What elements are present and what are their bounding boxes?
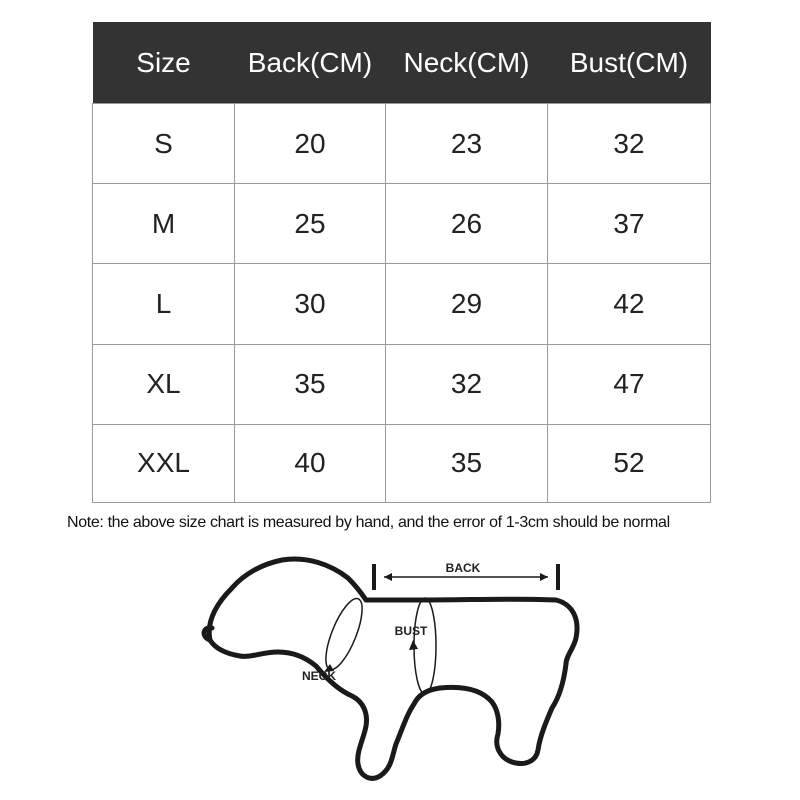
cell-back: 40: [235, 424, 386, 502]
back-arrow-right-icon: [540, 573, 548, 581]
cell-neck: 35: [386, 424, 548, 502]
cell-back: 35: [235, 344, 386, 424]
neck-loop: [319, 594, 370, 673]
bust-label: BUST: [394, 624, 428, 638]
table-row: [93, 104, 711, 184]
cell-size: XL: [93, 344, 235, 424]
bust-loop: [414, 598, 436, 694]
neck-label: NECK: [301, 669, 337, 683]
header-size: Size: [93, 22, 235, 104]
header-neck: Neck(CM): [386, 22, 548, 104]
table-header-row: [93, 22, 711, 104]
cell-bust: 42: [548, 264, 711, 344]
bust-arrow-icon: [409, 640, 418, 650]
cell-bust: 52: [548, 424, 711, 502]
cell-size: XXL: [93, 424, 235, 502]
cell-neck: 29: [386, 264, 548, 344]
cell-neck: 32: [386, 344, 548, 424]
measurement-note: Note: the above size chart is measured by hand, and the error of 1-3cm should be normal: [67, 514, 670, 531]
cell-size: L: [93, 264, 235, 344]
back-arrow-left-icon: [384, 573, 392, 581]
back-label: BACK: [445, 561, 481, 575]
table-row: [93, 344, 711, 424]
header-back: Back(CM): [235, 22, 386, 104]
size-chart-table: [92, 22, 711, 503]
cell-back: 30: [235, 264, 386, 344]
cell-size: S: [93, 104, 235, 184]
cell-bust: 47: [548, 344, 711, 424]
table-row: [93, 424, 711, 502]
cell-neck: 26: [386, 184, 548, 264]
cell-neck: 23: [386, 104, 548, 184]
cell-back: 20: [235, 104, 386, 184]
table-row: [93, 264, 711, 344]
cell-bust: 37: [548, 184, 711, 264]
cell-bust: 32: [548, 104, 711, 184]
header-bust: Bust(CM): [548, 22, 711, 104]
cell-back: 25: [235, 184, 386, 264]
dog-measurement-diagram: [0, 540, 800, 800]
table-row: [93, 184, 711, 264]
cell-size: M: [93, 184, 235, 264]
dog-outline-icon: [209, 559, 577, 778]
